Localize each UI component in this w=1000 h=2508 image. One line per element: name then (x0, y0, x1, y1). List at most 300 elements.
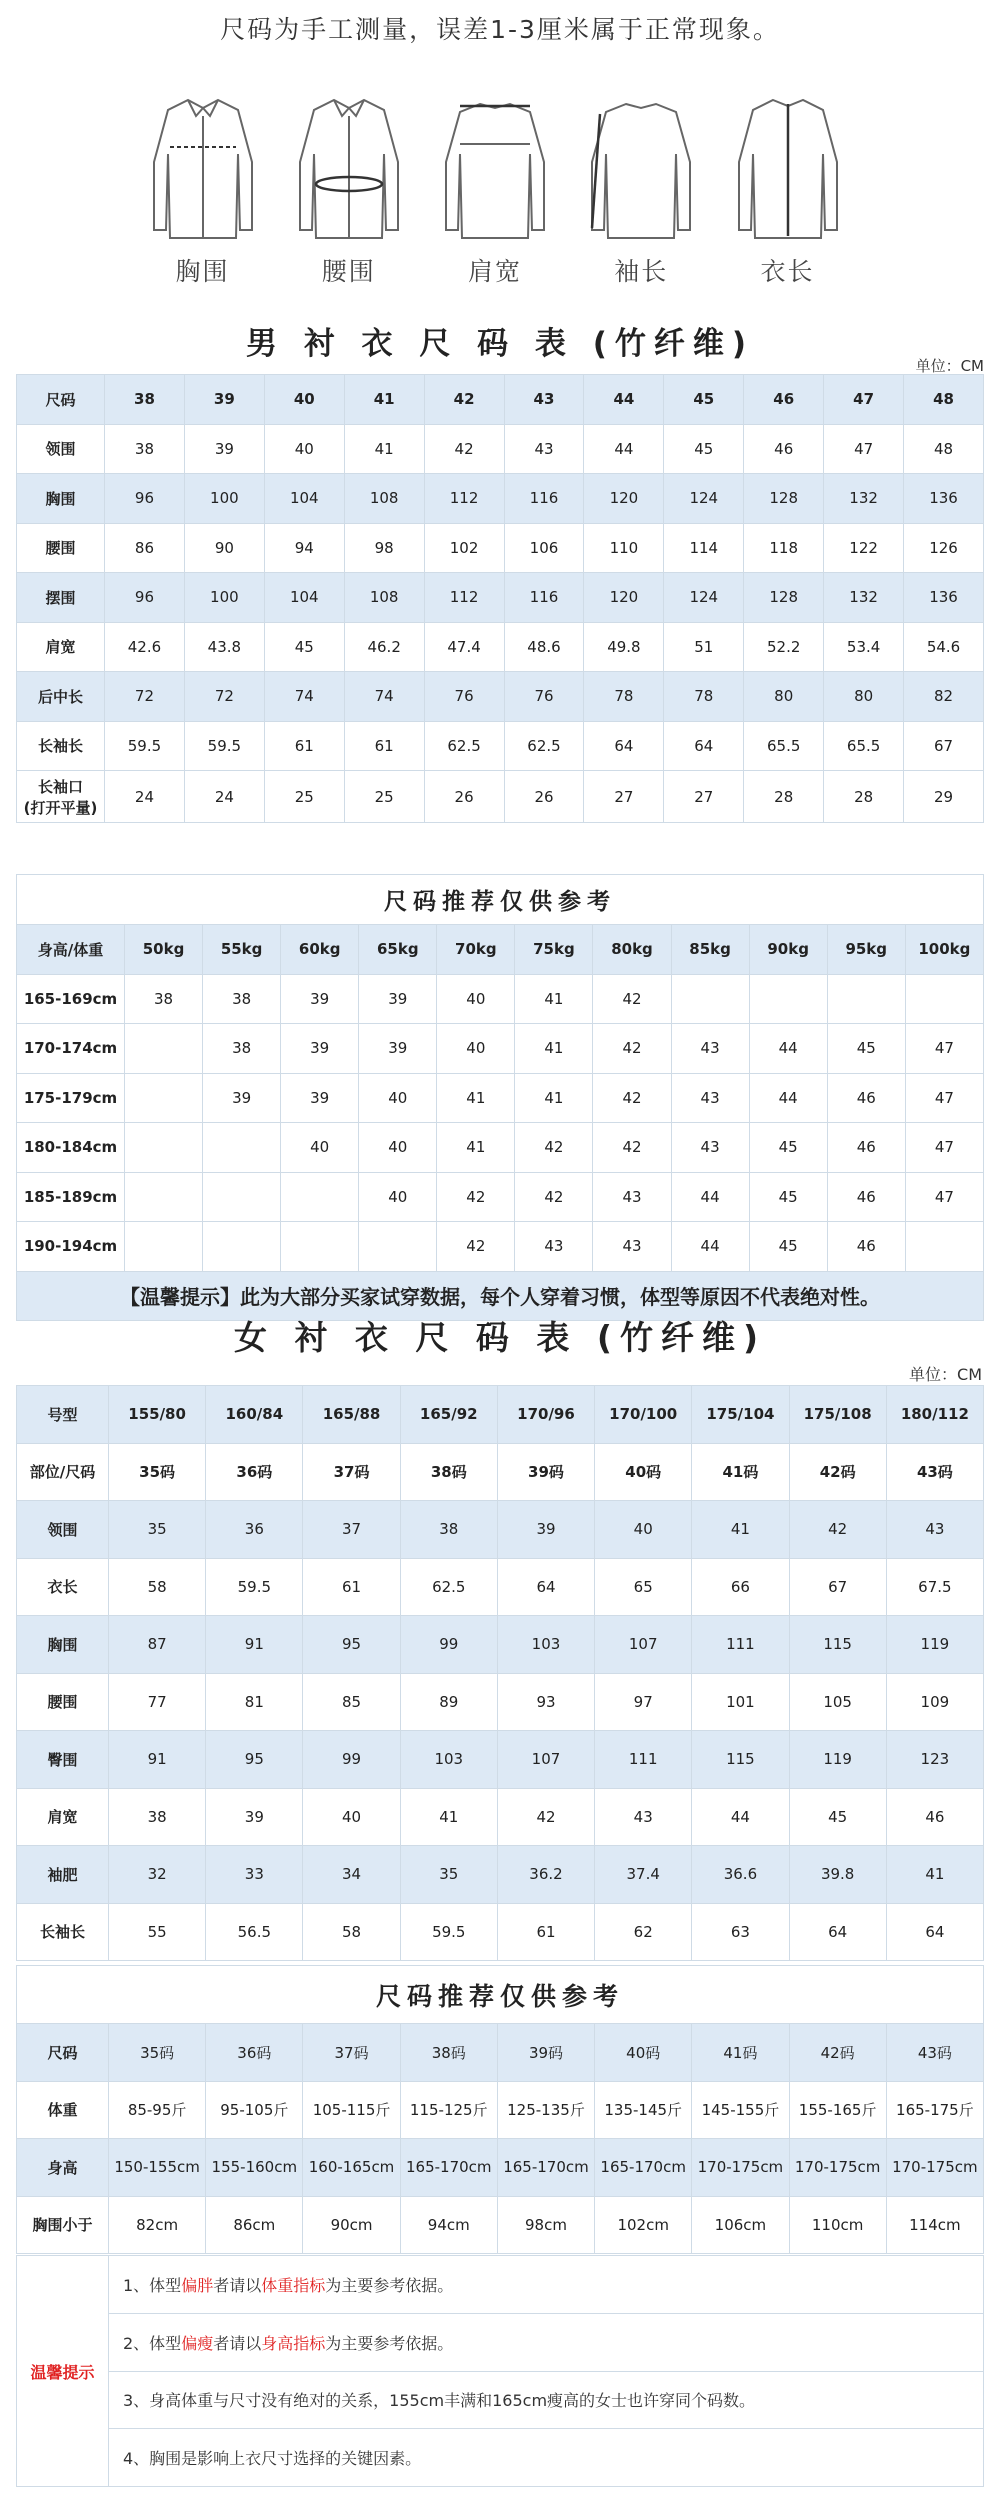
table-cell: 42 (593, 974, 671, 1024)
tips-label: 温馨提示 (17, 2256, 109, 2486)
table-cell: 180/112 (886, 1386, 983, 1444)
table-row (17, 2196, 984, 2254)
table-cell: 37.4 (595, 1846, 692, 1904)
table-cell: 36.2 (497, 1846, 594, 1904)
table-cell: 110cm (789, 2196, 886, 2254)
table-cell: 93 (497, 1673, 594, 1731)
diagram-label: 袖长 (614, 257, 669, 286)
row-label-cell: 部位/尺码 (17, 1443, 109, 1501)
table-row (17, 1558, 984, 1616)
table-cell: 101 (692, 1673, 789, 1731)
table-cell (671, 974, 749, 1024)
table-cell: 43码 (886, 1443, 983, 1501)
table-cell: 128 (744, 573, 824, 623)
table-cell: 63 (692, 1903, 789, 1961)
table-cell: 124 (664, 474, 744, 524)
table-cell: 64 (886, 1903, 983, 1961)
table-cell: 45 (664, 375, 744, 425)
table-cell: 46 (744, 424, 824, 474)
women-rec-title-text: 尺码推荐仅供参考 (17, 1966, 984, 2024)
table-cell: 59.5 (105, 721, 185, 771)
table-cell: 46 (744, 375, 824, 425)
table-row (17, 974, 984, 1024)
row-label-cell: 腰围 (17, 523, 105, 573)
table-cell: 78 (584, 672, 664, 722)
table-cell: 105-115斤 (303, 2081, 400, 2139)
table-cell: 98cm (497, 2196, 594, 2254)
table-cell: 96 (105, 573, 185, 623)
table-cell: 38 (105, 424, 185, 474)
table-cell: 95kg (827, 925, 905, 975)
shirt-sleeve-icon (586, 92, 696, 242)
table-cell: 47.4 (424, 622, 504, 672)
table-cell: 56.5 (206, 1903, 303, 1961)
table-cell: 65kg (359, 925, 437, 975)
table-cell: 52.2 (744, 622, 824, 672)
table-cell (125, 1073, 203, 1123)
table-cell: 42.6 (105, 622, 185, 672)
table-cell: 107 (497, 1731, 594, 1789)
table-cell: 40码 (595, 2024, 692, 2082)
table-cell: 114cm (886, 2196, 983, 2254)
table-cell: 132 (824, 474, 904, 524)
table-cell: 42 (437, 1222, 515, 1272)
table-cell: 38 (125, 974, 203, 1024)
table-cell: 45 (749, 1222, 827, 1272)
table-cell: 91 (206, 1616, 303, 1674)
table-cell: 43 (504, 375, 584, 425)
table-cell: 76 (504, 672, 584, 722)
row-label-cell: 胸围 (17, 474, 105, 524)
table-cell: 40 (595, 1501, 692, 1559)
table-cell: 42 (424, 424, 504, 474)
table-cell: 111 (595, 1731, 692, 1789)
table-cell: 44 (692, 1788, 789, 1846)
table-cell: 43 (595, 1788, 692, 1846)
table-cell: 37码 (303, 1443, 400, 1501)
table-row (17, 1123, 984, 1173)
table-cell: 85kg (671, 925, 749, 975)
table-cell: 72 (184, 672, 264, 722)
table-cell: 42 (424, 375, 504, 425)
table-cell: 42 (437, 1172, 515, 1222)
table-cell: 160-165cm (303, 2139, 400, 2197)
table-cell: 50kg (125, 925, 203, 975)
table-cell: 43.8 (184, 622, 264, 672)
table-cell: 175/108 (789, 1386, 886, 1444)
table-cell: 87 (109, 1616, 206, 1674)
table-cell: 39 (203, 1073, 281, 1123)
table-cell: 62 (595, 1903, 692, 1961)
tips-list (109, 2256, 983, 2486)
table-cell: 170-175cm (692, 2139, 789, 2197)
table-cell: 26 (424, 771, 504, 823)
table-cell: 155-160cm (206, 2139, 303, 2197)
table-cell: 41 (344, 375, 424, 425)
row-label-cell: 165-169cm (17, 974, 125, 1024)
table-row (17, 573, 984, 623)
row-label-cell: 170-174cm (17, 1024, 125, 1074)
table-cell: 98 (344, 523, 424, 573)
table-cell: 94cm (400, 2196, 497, 2254)
table-cell: 33 (206, 1846, 303, 1904)
tip-highlight: 偏胖 (181, 2275, 214, 2295)
shirt-shoulder-icon (440, 92, 550, 242)
table-cell: 39码 (497, 1443, 594, 1501)
table-cell: 90kg (749, 925, 827, 975)
table-cell (125, 1172, 203, 1222)
row-label-cell: 尺码 (17, 375, 105, 425)
table-cell: 170/96 (497, 1386, 594, 1444)
table-cell: 82cm (109, 2196, 206, 2254)
table-cell: 35 (109, 1501, 206, 1559)
table-cell: 95 (206, 1731, 303, 1789)
tip-highlight: 身高指标 (261, 2333, 326, 2353)
table-row (17, 424, 984, 474)
table-row (17, 721, 984, 771)
table-row (17, 2024, 984, 2082)
table-cell: 170/100 (595, 1386, 692, 1444)
table-cell (203, 1123, 281, 1173)
table-cell: 41 (437, 1123, 515, 1173)
table-cell: 126 (904, 523, 984, 573)
diagram-shoulder (433, 92, 558, 292)
table-cell: 59.5 (206, 1558, 303, 1616)
men-rec-title (17, 875, 984, 925)
table-cell: 165-175斤 (886, 2081, 983, 2139)
table-cell: 48.6 (504, 622, 584, 672)
table-cell: 45 (789, 1788, 886, 1846)
row-label-cell: 长袖长 (17, 1903, 109, 1961)
table-cell: 42 (515, 1123, 593, 1173)
table-cell: 27 (664, 771, 744, 823)
women-unit-label: 单位：CM (909, 1365, 982, 1384)
row-label-cell: 胸围小于 (17, 2196, 109, 2254)
row-label-cell: 肩宽 (17, 1788, 109, 1846)
shirt-waist-icon (294, 92, 404, 242)
table-cell: 80 (744, 672, 824, 722)
table-cell: 80kg (593, 925, 671, 975)
table-cell: 39 (281, 1073, 359, 1123)
table-cell: 37 (303, 1501, 400, 1559)
table-cell: 39 (184, 424, 264, 474)
table-row (17, 1222, 984, 1272)
table-cell: 39 (281, 974, 359, 1024)
header-row (17, 925, 984, 975)
diagram-label: 腰围 (321, 257, 376, 286)
row-label-cell: 180-184cm (17, 1123, 125, 1173)
table-cell: 40 (359, 1123, 437, 1173)
table-cell: 70kg (437, 925, 515, 975)
table-cell (281, 1172, 359, 1222)
table-cell (125, 1123, 203, 1173)
table-cell: 55 (109, 1903, 206, 1961)
table-cell: 116 (504, 573, 584, 623)
table-cell: 165-170cm (497, 2139, 594, 2197)
table-cell: 36码 (206, 2024, 303, 2082)
table-cell: 37码 (303, 2024, 400, 2082)
table-cell (125, 1024, 203, 1074)
women-tips-box (16, 2255, 984, 2487)
table-cell: 46 (827, 1172, 905, 1222)
table-row (17, 1788, 984, 1846)
row-label-cell: 领围 (17, 424, 105, 474)
table-cell: 45 (827, 1024, 905, 1074)
table-cell: 104 (264, 573, 344, 623)
table-cell: 47 (905, 1123, 983, 1173)
men-tip-text: 【温馨提示】此为大部分买家试穿数据，每个人穿着习惯，体型等原因不代表绝对性。 (17, 1271, 984, 1321)
table-cell: 35 (400, 1846, 497, 1904)
table-cell: 97 (595, 1673, 692, 1731)
table-cell: 66 (692, 1558, 789, 1616)
table-cell: 43码 (886, 2024, 983, 2082)
table-cell: 82 (904, 672, 984, 722)
table-cell: 135-145斤 (595, 2081, 692, 2139)
table-row (17, 771, 984, 823)
table-cell: 42 (593, 1123, 671, 1173)
table-cell: 102cm (595, 2196, 692, 2254)
table-cell: 40 (281, 1123, 359, 1173)
table-cell: 123 (886, 1731, 983, 1789)
cuff-label-line: (打开平量) (23, 798, 98, 817)
table-cell: 43 (671, 1024, 749, 1074)
table-cell: 85-95斤 (109, 2081, 206, 2139)
table-cell: 42码 (789, 1443, 886, 1501)
row-label-cell: 尺码 (17, 2024, 109, 2082)
table-cell: 145-155斤 (692, 2081, 789, 2139)
header-row (17, 1386, 984, 1444)
table-cell: 27 (584, 771, 664, 823)
table-cell (125, 1222, 203, 1272)
tip-text: 为主要参考依据。 (325, 2333, 454, 2353)
table-cell: 38 (105, 375, 185, 425)
table-row (17, 1172, 984, 1222)
table-cell: 47 (905, 1024, 983, 1074)
table-cell: 44 (671, 1172, 749, 1222)
table-cell: 67 (789, 1558, 886, 1616)
table-cell: 44 (749, 1024, 827, 1074)
row-label-cell: 臀围 (17, 1731, 109, 1789)
women-rec-title (17, 1966, 984, 2024)
table-cell: 39 (359, 974, 437, 1024)
table-cell: 48 (904, 375, 984, 425)
table-cell: 81 (206, 1673, 303, 1731)
table-cell: 119 (789, 1731, 886, 1789)
table-cell: 108 (344, 474, 424, 524)
row-label-cell: 身高/体重 (17, 925, 125, 975)
tip-line-4: 4、胸围是影响上衣尺寸选择的关键因素。 (123, 2449, 422, 2469)
table-cell: 78 (664, 672, 744, 722)
table-row (17, 672, 984, 722)
table-cell (905, 1222, 983, 1272)
table-cell (905, 974, 983, 1024)
table-cell: 41 (886, 1846, 983, 1904)
table-cell: 25 (344, 771, 424, 823)
table-row (17, 1673, 984, 1731)
table-cell: 39 (497, 1501, 594, 1559)
table-cell: 124 (664, 573, 744, 623)
measurement-notice: 尺码为手工测量，误差1-3厘米属于正常现象。 (220, 15, 780, 44)
table-cell: 39 (281, 1024, 359, 1074)
table-cell: 40 (264, 375, 344, 425)
table-cell: 132 (824, 573, 904, 623)
table-cell: 74 (264, 672, 344, 722)
table-cell: 165-170cm (400, 2139, 497, 2197)
table-cell: 99 (303, 1731, 400, 1789)
table-row (17, 1903, 984, 1961)
table-cell: 165/92 (400, 1386, 497, 1444)
table-cell: 38 (109, 1788, 206, 1846)
table-cell: 36 (206, 1501, 303, 1559)
row-label-cell: 领围 (17, 1501, 109, 1559)
table-cell: 100 (184, 573, 264, 623)
tip-text: 为主要参考依据。 (325, 2275, 454, 2295)
table-cell: 116 (504, 474, 584, 524)
table-cell: 46 (886, 1788, 983, 1846)
table-row (17, 474, 984, 524)
table-cell: 42 (789, 1501, 886, 1559)
table-cell: 46 (827, 1222, 905, 1272)
row-label-cell: 190-194cm (17, 1222, 125, 1272)
table-row (17, 1846, 984, 1904)
table-cell: 46.2 (344, 622, 424, 672)
table-row (17, 1731, 984, 1789)
table-cell: 170-175cm (789, 2139, 886, 2197)
row-label-cell: 胸围 (17, 1616, 109, 1674)
table-cell: 100 (184, 474, 264, 524)
tip-line-3: 3、身高体重与尺寸没有绝对的关系，155cm丰满和165cm瘦高的女士也许穿同个码数。 (109, 2372, 983, 2430)
table-cell: 49.8 (584, 622, 664, 672)
table-row (17, 1616, 984, 1674)
table-cell: 119 (886, 1616, 983, 1674)
men-size-table (16, 374, 984, 823)
women-recommendation-table (16, 1965, 984, 2254)
table-cell: 44 (584, 424, 664, 474)
table-cell: 53.4 (824, 622, 904, 672)
table-cell: 94 (264, 523, 344, 573)
table-cell: 61 (344, 721, 424, 771)
table-cell: 39.8 (789, 1846, 886, 1904)
table-cell: 60kg (281, 925, 359, 975)
table-cell: 75kg (515, 925, 593, 975)
table-cell: 91 (109, 1731, 206, 1789)
table-cell: 35码 (109, 1443, 206, 1501)
table-cell: 58 (109, 1558, 206, 1616)
tip-text: 2、体型 (123, 2333, 182, 2353)
table-cell: 58 (303, 1903, 400, 1961)
table-row (17, 2081, 984, 2139)
men-unit-label: 单位：CM (915, 357, 984, 375)
table-cell: 61 (303, 1558, 400, 1616)
table-cell: 65.5 (824, 721, 904, 771)
table-cell: 103 (400, 1731, 497, 1789)
table-cell: 99 (400, 1616, 497, 1674)
row-label-cell: 175-179cm (17, 1073, 125, 1123)
table-cell: 40 (437, 974, 515, 1024)
table-cell: 54.6 (904, 622, 984, 672)
table-cell: 42 (593, 1073, 671, 1123)
table-cell: 59.5 (400, 1903, 497, 1961)
men-table-title: 男 衬 衣 尺 码 表 (竹纤维) (245, 326, 755, 362)
table-cell: 64 (584, 721, 664, 771)
table-cell: 41码 (692, 1443, 789, 1501)
table-cell: 112 (424, 573, 504, 623)
table-cell: 120 (584, 474, 664, 524)
row-label-cell: 号型 (17, 1386, 109, 1444)
table-cell: 96 (105, 474, 185, 524)
diagram-label: 胸围 (175, 257, 230, 286)
table-cell: 51 (664, 622, 744, 672)
table-cell: 46 (827, 1123, 905, 1173)
table-cell: 48 (904, 424, 984, 474)
tip-highlight: 体重指标 (261, 2275, 326, 2295)
table-cell: 76 (424, 672, 504, 722)
table-cell: 47 (824, 424, 904, 474)
table-cell: 64 (789, 1903, 886, 1961)
table-cell: 38码 (400, 2024, 497, 2082)
table-cell: 62.5 (504, 721, 584, 771)
table-cell: 111 (692, 1616, 789, 1674)
table-cell: 47 (905, 1073, 983, 1123)
table-cell: 39 (206, 1788, 303, 1846)
tip-text: 者请以 (213, 2333, 262, 2353)
diagram-label: 肩宽 (467, 257, 522, 286)
table-cell: 43 (671, 1123, 749, 1173)
shirt-length-icon (733, 92, 843, 242)
table-cell: 47 (905, 1172, 983, 1222)
table-cell: 102 (424, 523, 504, 573)
table-cell: 38码 (400, 1443, 497, 1501)
row-label-cell: 185-189cm (17, 1172, 125, 1222)
table-cell: 41 (692, 1501, 789, 1559)
row-label-cell: 衣长 (17, 1558, 109, 1616)
table-cell: 108 (344, 573, 424, 623)
table-cell: 39 (184, 375, 264, 425)
table-cell: 155-165斤 (789, 2081, 886, 2139)
table-cell: 100kg (905, 925, 983, 975)
row-label-cell: 长袖长 (17, 721, 105, 771)
table-row (17, 523, 984, 573)
table-cell: 32 (109, 1846, 206, 1904)
table-cell: 35码 (109, 2024, 206, 2082)
table-cell: 41 (437, 1073, 515, 1123)
table-cell: 40 (303, 1788, 400, 1846)
table-cell: 43 (671, 1073, 749, 1123)
table-cell: 72 (105, 672, 185, 722)
table-cell: 40 (359, 1073, 437, 1123)
tip-highlight: 偏瘦 (181, 2333, 214, 2353)
table-cell: 43 (886, 1501, 983, 1559)
tip-text: 者请以 (213, 2275, 262, 2295)
row-label-cell: 身高 (17, 2139, 109, 2197)
table-cell: 59.5 (184, 721, 264, 771)
row-label-cell: 摆围 (17, 573, 105, 623)
table-cell: 90 (184, 523, 264, 573)
table-cell: 25 (264, 771, 344, 823)
table-cell: 160/84 (206, 1386, 303, 1444)
table-cell: 64 (497, 1558, 594, 1616)
table-cell: 42 (515, 1172, 593, 1222)
table-cell: 41 (515, 1073, 593, 1123)
table-cell: 165-170cm (595, 2139, 692, 2197)
table-cell: 40 (359, 1172, 437, 1222)
table-cell: 41 (400, 1788, 497, 1846)
table-cell: 77 (109, 1673, 206, 1731)
table-row (17, 622, 984, 672)
table-cell: 45 (749, 1123, 827, 1173)
table-cell: 38 (400, 1501, 497, 1559)
row-label-cell: 腰围 (17, 1673, 109, 1731)
